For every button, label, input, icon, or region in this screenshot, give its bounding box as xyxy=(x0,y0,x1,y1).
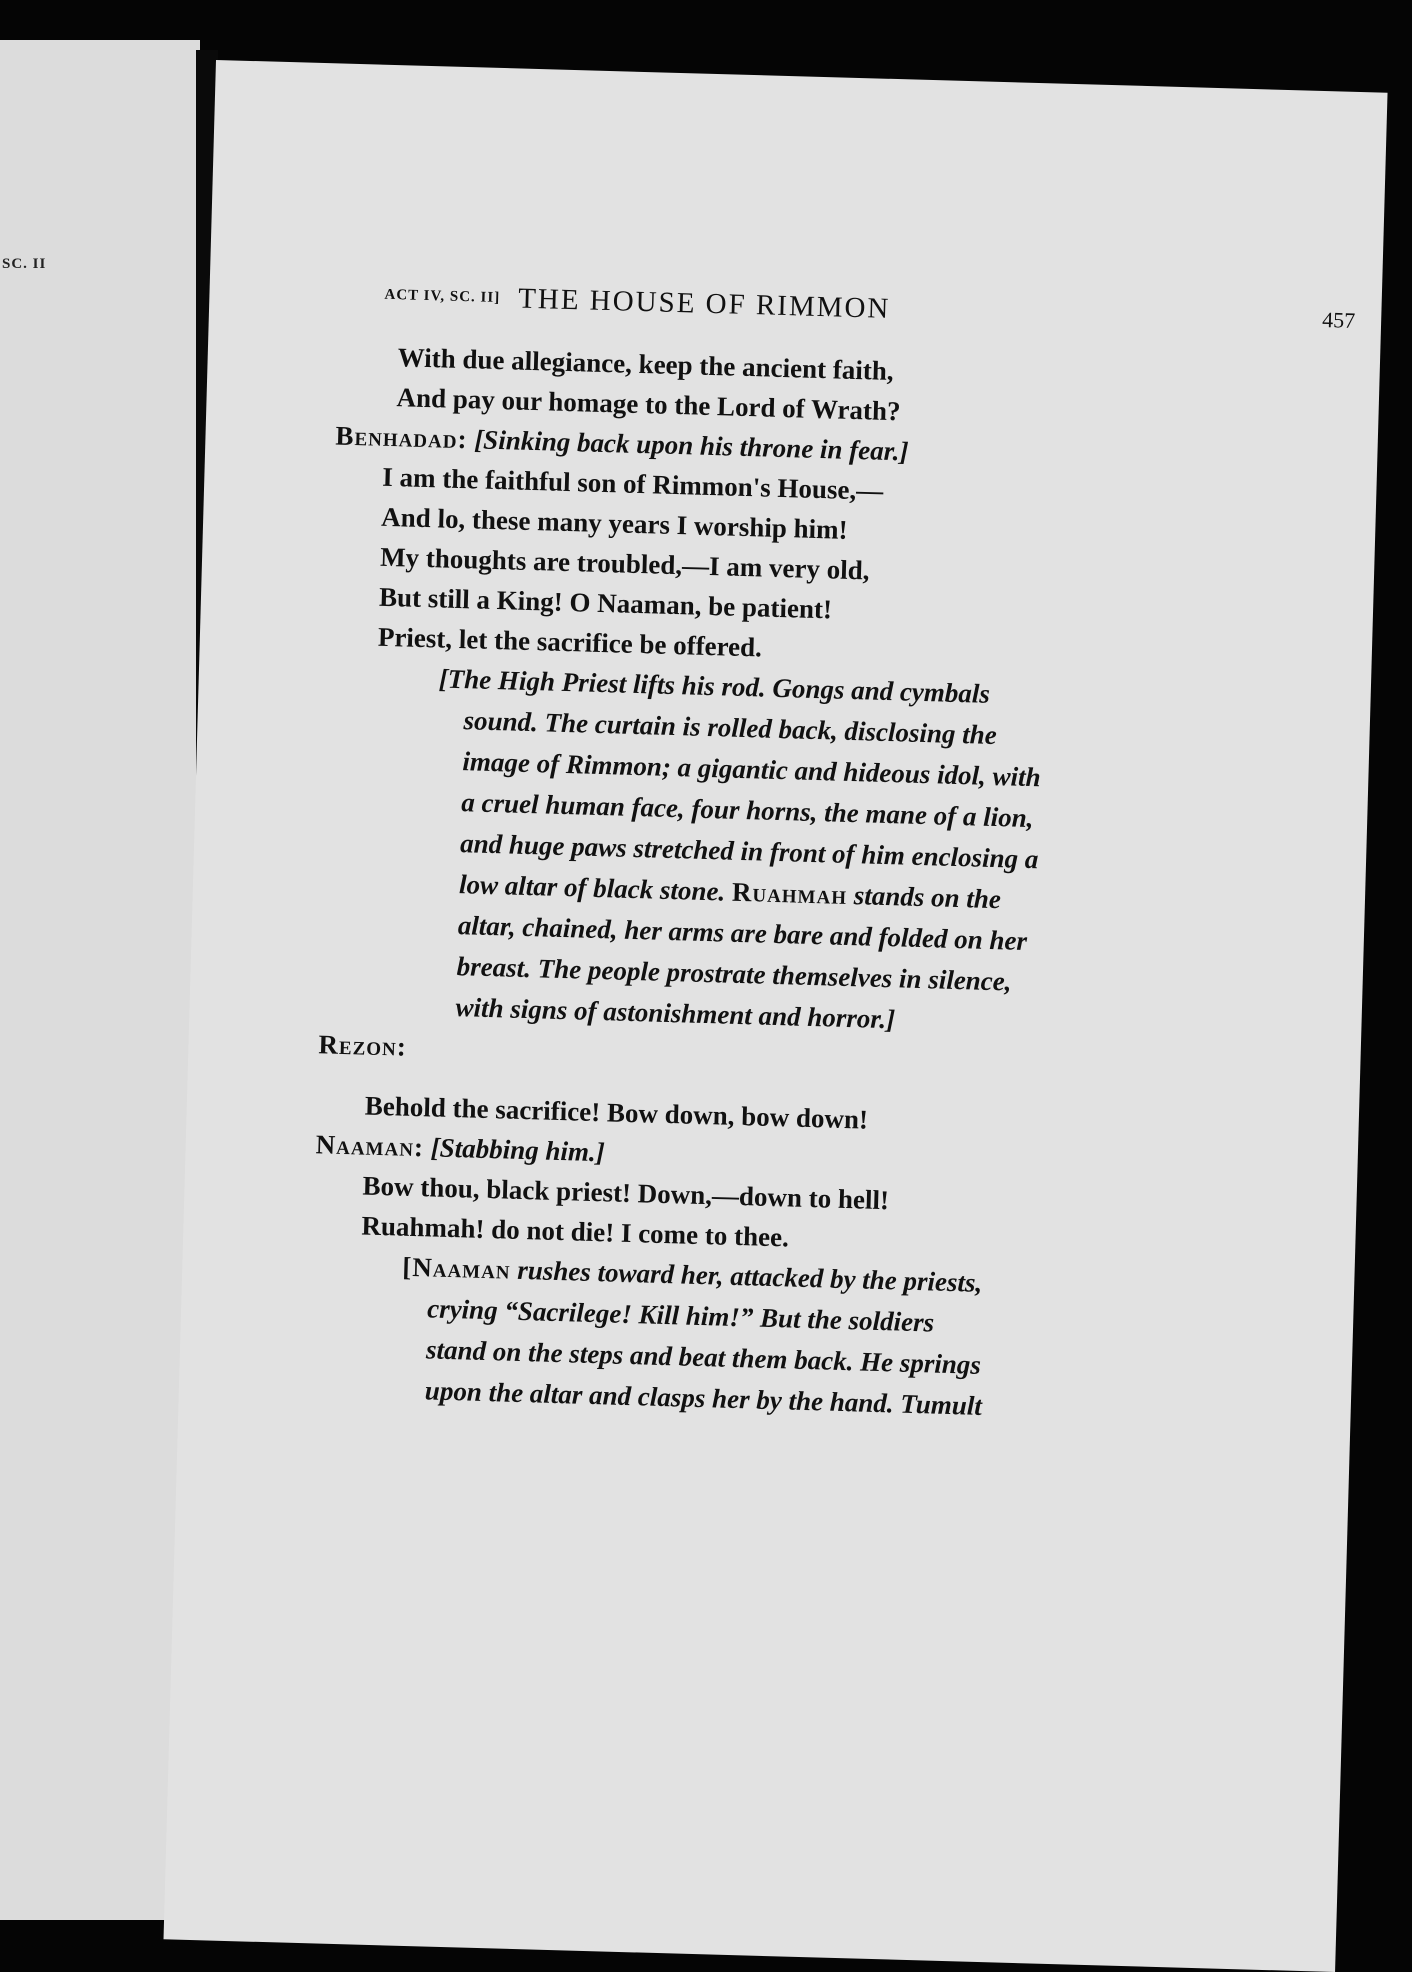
stage-direction-block xyxy=(319,655,1149,1047)
stage-line: sound. The curtain is rolled back, disclosing the xyxy=(463,705,998,751)
stage-direction-block xyxy=(308,1244,1132,1431)
verse-line: And lo, these many years I worship him! xyxy=(380,501,849,545)
stage-line: and huge paws stretched in front of him enclosing a xyxy=(459,828,1039,875)
stage-line: upon the altar and clasps her by the hand. Tumult xyxy=(424,1375,983,1421)
verse-line: Ruahmah! do not die! I come to thee. xyxy=(361,1210,790,1253)
page-number: 457 xyxy=(1321,306,1356,333)
book-page xyxy=(164,60,1388,1972)
stage-text: rushes toward her, attacked by the priests, xyxy=(516,1254,983,1298)
stage-line: with signs of astonishment and horror.] xyxy=(455,992,896,1035)
stage-direction-inline: [Sinking back upon his throne in fear.] xyxy=(473,424,909,467)
stage-line: image of Rimmon; a gigantic and hideous idol, with xyxy=(462,746,1042,793)
verse-line: And pay our homage to the Lord of Wrath? xyxy=(396,382,901,427)
page-title: THE HOUSE OF RIMMON xyxy=(517,282,891,325)
verse-line: Bow thou, black priest! Down,—down to hell! xyxy=(362,1170,890,1216)
stage-line: crying “Sacrilege! Kill him!” But the soldiers xyxy=(426,1293,935,1338)
stage-line: breast. The people prostrate themselves in silence, xyxy=(456,951,1012,997)
verse-line: With due allegiance, keep the ancient faith, xyxy=(397,342,894,387)
stage-line: altar, chained, her arms are bare and folded on her xyxy=(457,910,1028,956)
character-name: [Naaman xyxy=(401,1251,512,1285)
verse-line: But still a King! O Naaman, be patient! xyxy=(378,581,833,625)
act-scene-label: ACT IV, SC. II] xyxy=(384,286,501,307)
verse-line: I am the faithful son of Rimmon's House,— xyxy=(382,461,884,506)
left-page xyxy=(0,40,200,1920)
verse-line: Behold the sacrifice! Bow down, bow down! xyxy=(364,1090,869,1135)
speaker-rezon: Rezon: xyxy=(318,1029,408,1062)
page-header xyxy=(384,279,1356,333)
stage-direction-inline: [Stabbing him.] xyxy=(430,1132,606,1168)
speaker-naaman: Naaman: xyxy=(315,1129,425,1163)
character-name: Ruahmah xyxy=(731,876,848,910)
stage-text: low altar of black stone. xyxy=(458,869,726,907)
stage-line: stand on the steps and beat them back. He springs xyxy=(425,1334,982,1380)
left-running-head: SC. II xyxy=(2,256,47,272)
verse-line: Priest, let the sacrifice be offered. xyxy=(377,621,763,663)
stage-text: stands on the xyxy=(853,880,1002,915)
stage-line: a cruel human face, four horns, the mane of a lion, xyxy=(460,787,1034,834)
play-text xyxy=(308,336,1158,1431)
speaker-benhadad: Benhadad: xyxy=(335,420,468,455)
stage-line: [The High Priest lifts his rod. Gongs and cymbals xyxy=(438,663,991,709)
verse-line: My thoughts are troubled,—I am very old, xyxy=(379,541,870,586)
